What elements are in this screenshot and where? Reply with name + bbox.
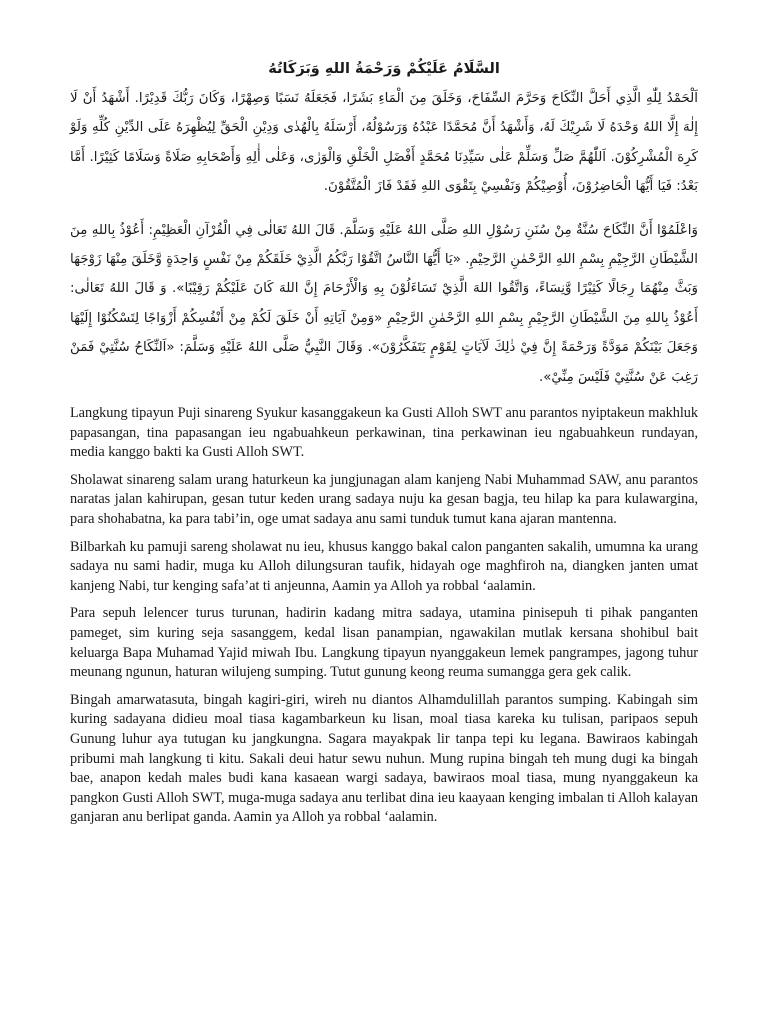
arabic-opening-paragraph: اَلْحَمْدُ لِلّٰهِ الَّذِي أَحَلَّ النِّكَاحَ وَحَرَّمَ السِّفَاحَ، وَخَلَقَ مِنَ الْمَاءِ بَشَرًا، فَجَعَلَهُ نَسَبًا وَصِهْرًا، وَكَانَ رَبُّكَ قَدِيْرًا. أَشْهَدُ أَنْ لَا إِلٰهَ إِلَّا اللهُ وَحْدَهُ لَا شَرِيْكَ لَهُ، وَأَشْهَدُ أَنَّ مُحَمَّدًا عَبْدُهُ وَرَسُوْلُهُ، أَرْسَلَهُ بِالْهُدٰى وَدِيْنِ الْحَقِّ لِيُظْهِرَهُ عَلَى الدِّيْنِ كُلِّهِ وَلَوْ كَرِهَ الْمُشْرِكُوْنَ. اَللّٰهُمَّ صَلِّ وَسَلِّمْ عَلٰى سَيِّدِنَا مُحَمَّدٍ أَفْضَلِ الْخَلْقِ وَالْوَرٰى، وَعَلٰى أٰلِهِ وَأَصْحَابِهِ صَلَاةً وَسَلَامًا كَثِيْرًا. أَمَّا بَعْدُ: فَيَا أَيُّهَا الْحَاضِرُوْنَ، أُوْصِيْكُمْ وَنَفْسِيْ بِتَقْوَى اللهِ فَقَدْ فَازَ الْمُتَّقُوْنَ. [70,91,698,195]
paragraph-welcome: Para sepuh lelencer turus turunan, hadirin kadang mitra sadaya, utamina pinisepuh ti pihak panganten pameget, sim kuring seja sasanggem, kedal lisan panampian, ngawakilan mutlak kersana shohibul bait keluarga Bapa Muhamad Yajid miwah Ibu. Langkung tipayun nyanggakeun lemek pangrampes, jagong tuhur meunang ngunun, haturan wilujeng sumping. Tutut gunung keong reuma sumangga gera gek calik. [70,605,698,681]
paragraph-prayer: Bilbarkah ku pamuji sareng sholawat nu ieu, khusus kanggo bakal calon panganten sakalih, umumna ka urang sadaya nu sami hadir, muga ku Alloh dilungsuran taufik, hidayah oge maghfiroh na, diangken janten umat kanjeng Nabi, tur kenging safa’at ti anjeunna, Aamin ya Alloh ya robbal ‘aalamin. [70,538,698,594]
arabic-verses-paragraph: وَاعْلَمُوْا أَنَّ النِّكَاحَ سُنَّةٌ مِنْ سُنَنِ رَسُوْلِ اللهِ صَلَّى اللهُ عَلَيْهِ وَسَلَّمَ. قَالَ اللهُ تَعَالٰى فِي الْقُرْآنِ الْعَظِيْمِ: أَعُوْذُ بِاللهِ مِنَ الشَّيْطَانِ الرَّجِيْمِ بِسْمِ اللهِ الرَّحْمٰنِ الرَّحِيْمِ. «يَا أَيُّهَا النَّاسُ اتَّقُوْا رَبَّكُمُ الَّذِيْ خَلَقَكُمْ مِنْ نَفْسٍ وَاحِدَةٍ وَّخَلَقَ مِنْهَا زَوْجَهَا وَبَثَّ مِنْهُمَا رِجَالًا كَثِيْرًا وَّنِسَاءً، وَاتَّقُوا اللهَ الَّذِيْ تَسَاءَلُوْنَ بِهِ وَالْأَرْحَامَ إِنَّ اللهَ كَانَ عَلَيْكُمْ رَقِيْبًا». وَ قَالَ اللهُ تَعَالٰى: أَعُوْذُ بِاللهِ مِنَ الشَّيْطَانِ الرَّجِيْمِ بِسْمِ اللهِ الرَّحْمٰنِ الرَّحِيْمِ «وَمِنْ آيَاتِهِ أَنْ خَلَقَ لَكُمْ مِنْ أَنْفُسِكُمْ أَزْوَاجًا لِتَسْكُنُوْا إِلَيْهَا وَجَعَلَ بَيْنَكُمْ مَوَدَّةً وَرَحْمَةً إِنَّ فِيْ ذٰلِكَ لَآيَاتٍ لِقَوْمٍ يَتَفَكَّرُوْنَ». وَقَالَ النَّبِيُّ صَلَّى اللهُ عَلَيْهِ وَسَلَّمَ: «اَلنِّكَاحُ سُنَّتِيْ فَمَنْ رَغِبَ عَنْ سُنَّتِيْ فَلَيْسَ مِنِّيْ». [70,222,698,385]
paragraph-gratitude: Bingah amarwatasuta, bingah kagiri-giri, wireh nu diantos Alhamdulillah parantos sumping. Kabingah sim kuring sadayana didieu moal tiasa kagambarkeun ku lisan, moal tiasa kareka ku tulisan, paripaos sepuh Gunung luhur aya tutugan ku jangkungna. Sagara mayakpak lir tanpa tepi ku legana. Bawiraos kabingah pribumi mah langkung ti kitu. Sakali deui hatur sewu nuhun. Mung rupina bingah teh mung dugi ka bingah bae, anapon kedah males budi kana kasaean wargi sadaya, bawiraos moal tiasa, mung nyanggakeun ka pangkon Gusti Alloh SWT, muga-muga sadaya anu terlibat dina ieu kaayaan kenging imbalan ti Alloh kalayan ganjaran anu berlipat ganda. Aamin ya Alloh ya robbal ‘aalamin. [70,691,698,826]
arabic-greeting-title: السَّلَامُ عَلَيْكُمْ وَرَحْمَةُ اللهِ وَبَرَكَاتُهُ [268,61,500,77]
paragraph-sholawat: Sholawat sinareng salam urang haturkeun ka jungjunagan alam kanjeng Nabi Muhammad SAW, anu parantos naratas jalan kahirupan, gesan tutur keden urang sadaya nuju ka gesan bagja, teu hilap ka para kulawargina, para shohabatna, ka para tabi’in, oge umat sadaya anu sami tunduk tumut kana ajaran mantenna. [70,471,698,528]
paragraph-praise: Langkung tipayun Puji sinareng Syukur kasanggakeun ka Gusti Alloh SWT anu parantos nyiptakeun makhluk papasangan, tina papasangan ieu ngabuahkeun perkawinan, tina perkawinan ieu ngabuahkeun rundayan, media kanggo bakti ka Gusti Alloh SWT. [70,405,698,461]
